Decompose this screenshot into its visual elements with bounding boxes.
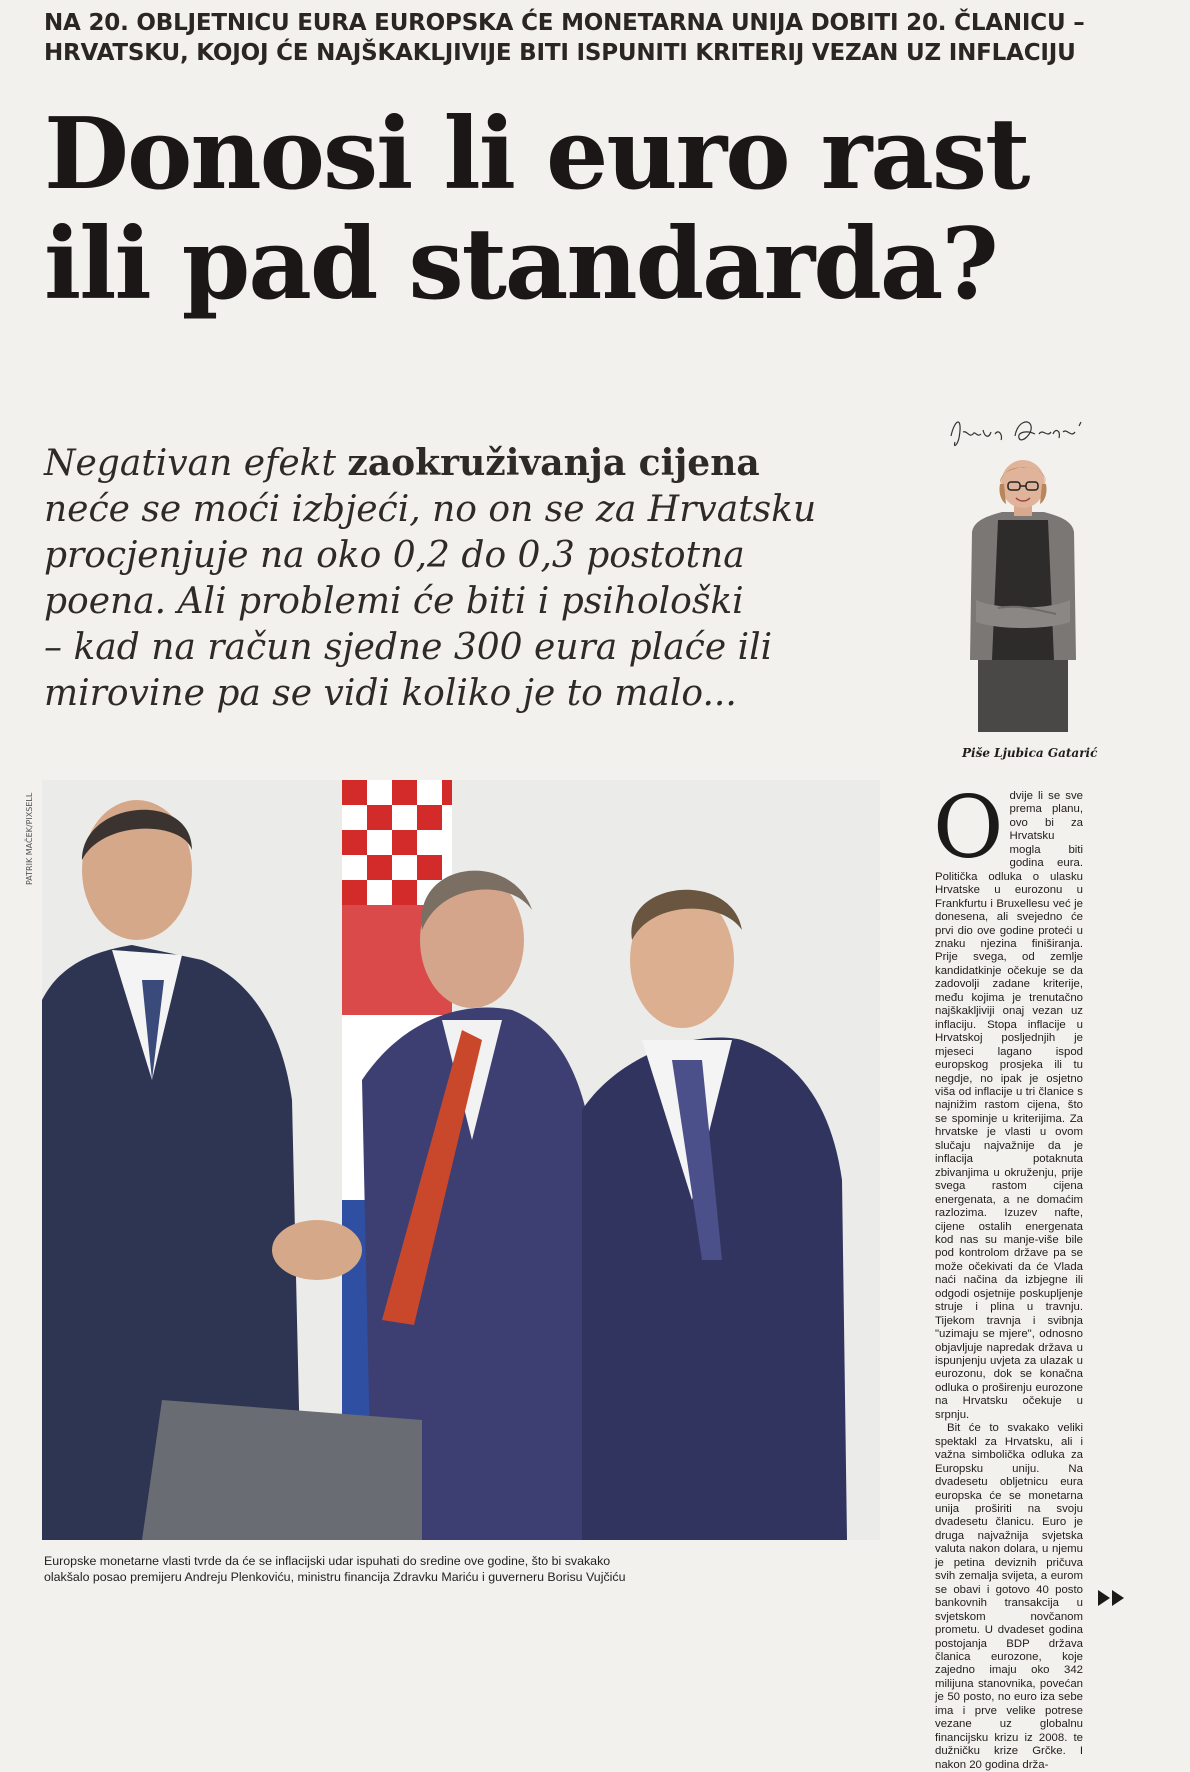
deck-line-3: procjenjuje na oko 0,2 do 0,3 postotna <box>44 535 745 576</box>
caption-line-1: Europske monetarne vlasti tvrde da će se inflacijski udar ispuhati do sredine ove godine, što bi svakako <box>44 1554 611 1568</box>
headline <box>44 97 1154 322</box>
byline: Piše Ljubica Gatarić <box>962 746 1098 760</box>
kicker-line-1: NA 20. OBLJETNICU EURA EUROPSKA ĆE MONETARNA UNIJA DOBITI 20. ČLANICU – <box>44 10 1085 36</box>
deck-line-6: mirovine pa se vidi koliko je to malo... <box>44 673 737 714</box>
continue-arrow-icon <box>1098 1590 1126 1606</box>
main-photo <box>42 780 880 1540</box>
deck-line-1 <box>44 440 904 487</box>
deck <box>44 440 904 717</box>
photo-caption <box>44 1553 884 1585</box>
article-body <box>933 778 1083 1772</box>
drop-cap: O <box>933 778 1004 878</box>
photo-credit <box>25 775 39 885</box>
headline-line-1: Donosi li euro rast <box>44 97 1029 212</box>
caption-line-2: olakšalo posao premijeru Andreju Plenkoviću, ministru financija Zdravku Mariću i guverneru Borisu Vujčiću <box>44 1570 626 1584</box>
photo-credit-text: PATRIK MAČEK/PIXSELL <box>25 792 34 885</box>
kicker <box>44 8 1124 68</box>
headline-line-2: ili pad standarda? <box>44 207 997 322</box>
paragraph-1-text: dvije li se sve prema planu, ovo bi za Hrvatsku mogla biti godina eura. Politička odluka o ulasku Hrvatske u eurozonu u Frankfurtu i Bruxellesu već je donesena, ali svejedno će prvi dio ove godine proteći u znaku njezina finiširanja. Prije svega, od zemlje kandidatkinje očekuje se da zadovolji zadane kriterije, među kojima je trenutačno najškakljiviji onaj vezan uz inflaciju. Stopa inflacije u Hrvatskoj posljednjih je mjeseci lagano ispod europskog prosjeka ili tu negdje, no ipak je osjetno viša od inflacije u tri članice s najnižim rastom cijena, što se spominje u kriterijima. Za hrvatske je vlasti u ovom slučaju najvažnije da je inflacija potaknuta zbivanjima u okruženju, prije svega rastom cijena energenata, a ne domaćim razlozima. Izuzev nafte, cijene ostalih energenata kod nas su manje-više bile pod kontrolom države pa se može očekivati da će Vlada naći načina da izbjegne ili odgodi osjetnije poskupljenje struje i plina u travnju. Tijekom travnja i svibnja "uzimaju se mjere", odnosno objavljuje napredak država u ispunjenju uvjeta za ulazak u eurozonu, dok se konačna odluka o proširenju eurozone na Hrvatsku očekuje u srpnju. <box>935 790 1083 1421</box>
article-paragraph-2: Bit će to svakako veliki spektakl za Hrvatsku, ali i važna simbolička odluka za Europsku uniju. Na dvadesetu obljetnicu eura europska će se monetarna unija proširiti na svoju dvadesetu članicu. Euro je druga najvažnija svjetska valuta nakon dolara, u njemu je petina deviznih pričuva svih zemalja svijeta, a eurom se obavi i gotovo 40 posto bankovnih transakcija u svjetskom novčanom prometu. U dvadeset godina postojanja BDP država članica eurozone, koje zajedno imaju oko 342 milijuna stanovnika, povećan je 50 posto, no euro iza sebe ima i prve velike potrese vezane uz globalnu financijsku krizu iz 2008. te dužničku krize Grčke. I nakon 20 godina drža- <box>935 1422 1083 1771</box>
deck-line-5: – kad na račun sjedne 300 eura plaće ili <box>44 627 773 668</box>
kicker-line-2: HRVATSKU, KOJOJ ĆE NAJŠKAKLJIVIJE BITI ISPUNITI KRITERIJ VEZAN UZ INFLACIJU <box>44 40 1076 66</box>
deck-text: Negativan efekt <box>44 443 348 484</box>
deck-line-2: neće se moći izbjeći, no on se za Hrvatsku <box>44 489 817 530</box>
author-signature <box>945 408 1115 452</box>
article-paragraph-1 <box>933 778 1083 1422</box>
deck-line-4: poena. Ali problemi će biti i psihološki <box>44 581 744 622</box>
author-photo <box>958 460 1088 732</box>
deck-emphasis: zaokruživanja cijena <box>347 442 760 484</box>
